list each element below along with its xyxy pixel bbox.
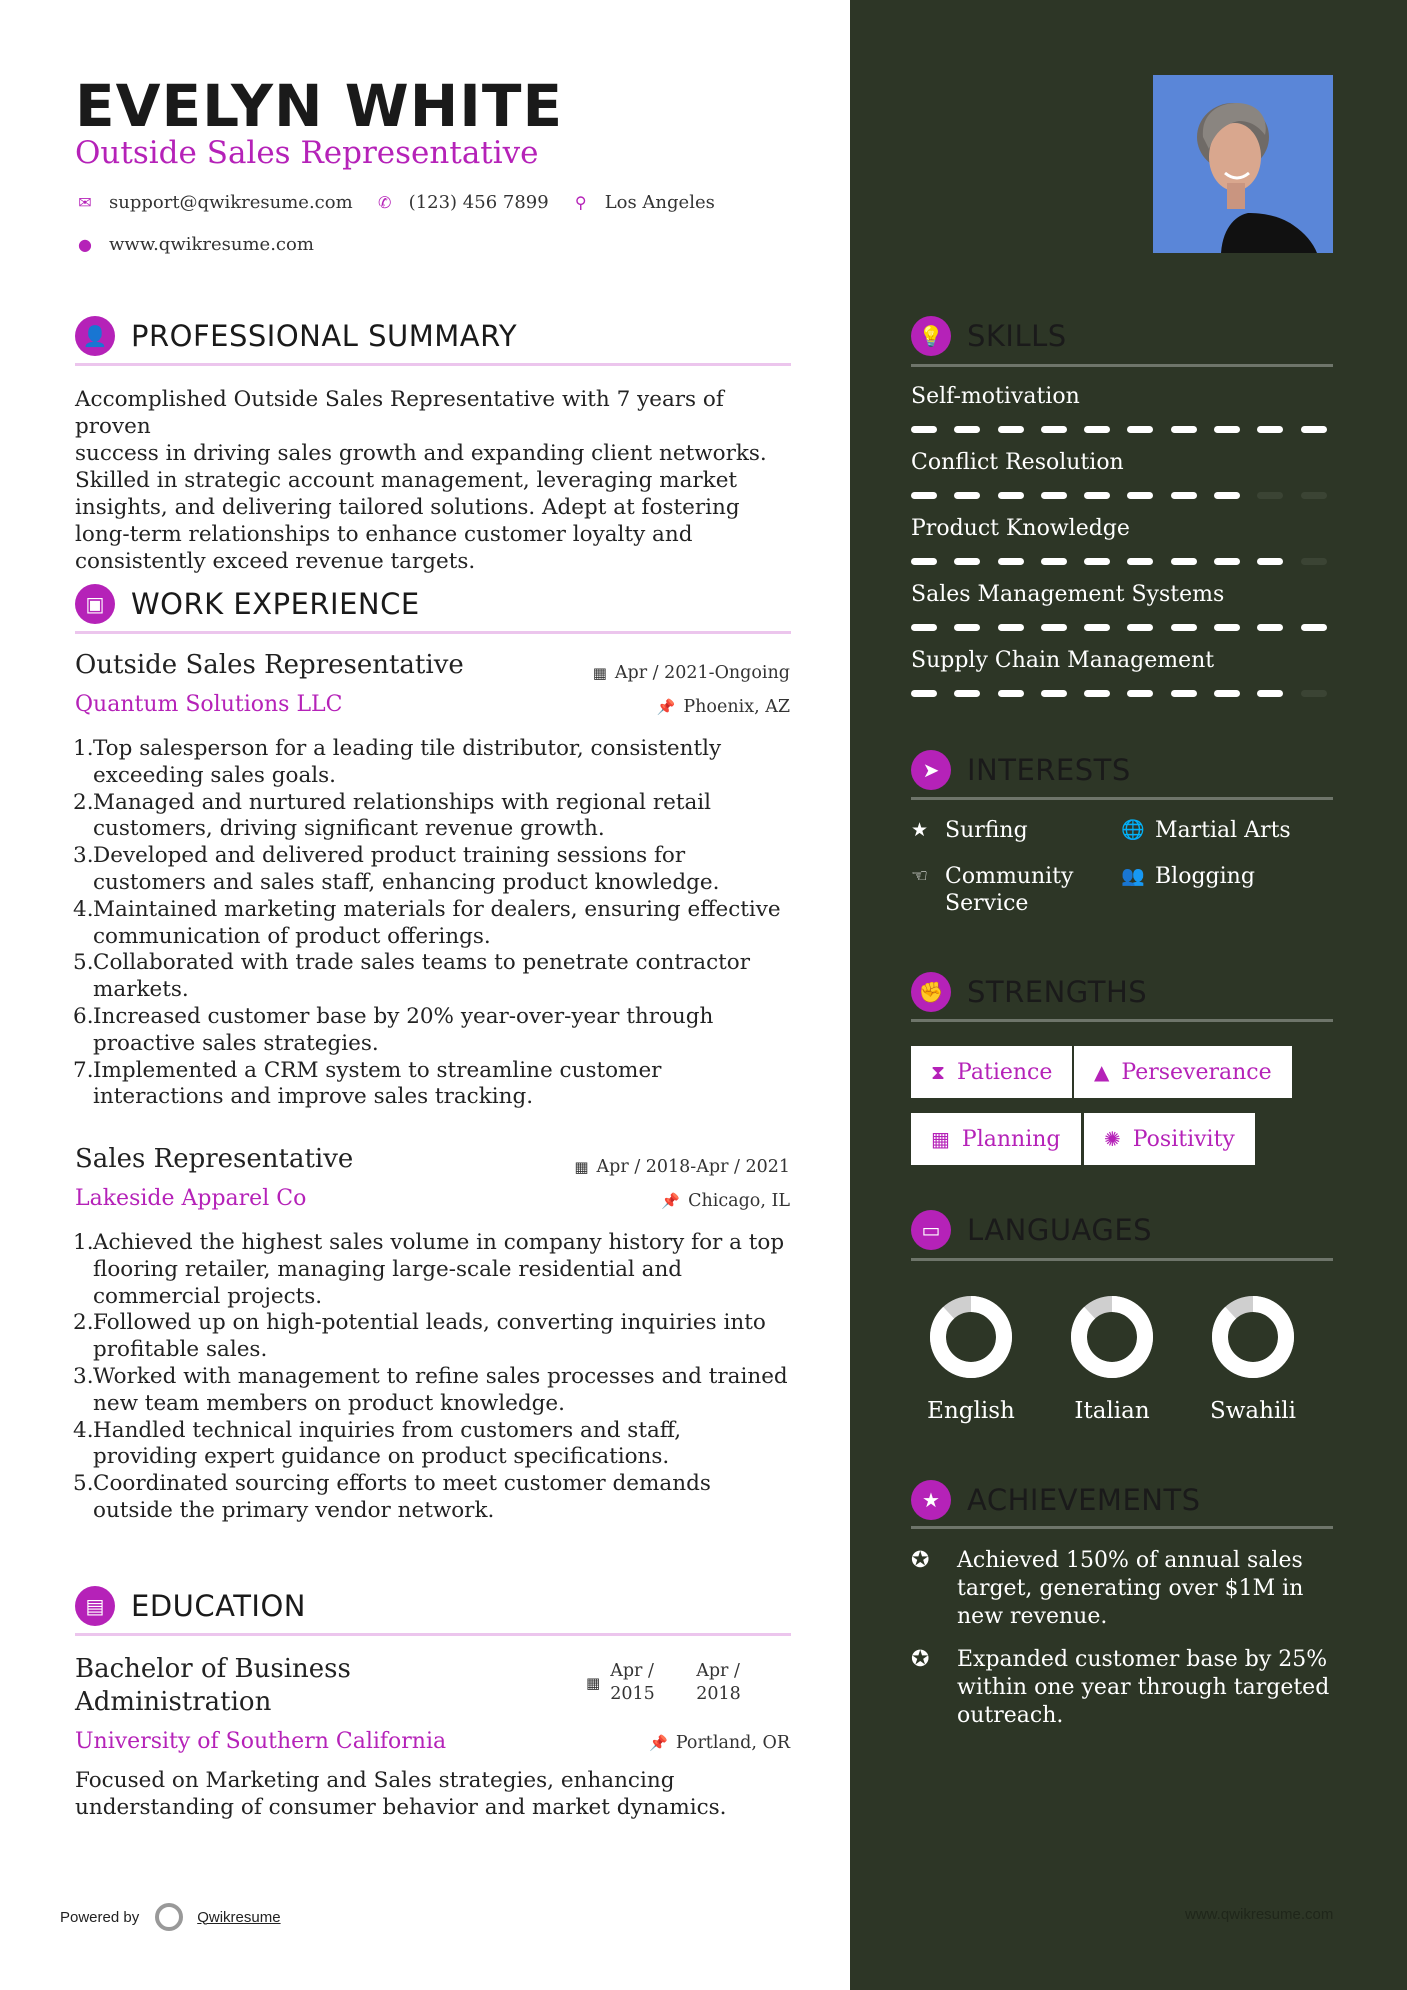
achievement-line: Achieved 150% of annual sales — [957, 1548, 1303, 1573]
star-badge-icon: ✪ — [911, 1647, 930, 1672]
job-location — [657, 697, 790, 717]
star-badge-icon: ✪ — [911, 1548, 930, 1573]
summary-line: success in driving sales growth and expanding client networks. — [75, 441, 767, 466]
summary-line: Accomplished Outside Sales Representative with 7 years of proven — [75, 387, 724, 439]
language-item — [911, 1294, 1031, 1424]
briefcase-icon: ▣ — [75, 584, 115, 624]
summary-rule — [75, 363, 791, 366]
education-heading: EDUCATION — [131, 1589, 307, 1623]
calendar-icon: ▦ — [586, 1674, 601, 1692]
bullet-line: flooring retailer, managing large-scale residential and — [93, 1256, 683, 1282]
job-dates-text: Apr / 2021-Ongoing — [614, 663, 790, 683]
skill-segment — [1171, 492, 1197, 499]
skill-segment — [998, 492, 1024, 499]
list-item — [93, 1364, 815, 1418]
skill-segment — [1127, 492, 1153, 499]
portrait-illustration — [1153, 75, 1333, 253]
list-item — [93, 843, 815, 897]
achievement-line: within one year through targeted — [957, 1675, 1330, 1700]
strength-label: Patience — [957, 1059, 1053, 1085]
education-description — [75, 1767, 815, 1821]
skill-segment — [1257, 558, 1283, 565]
bullet-line: customers, driving significant revenue growth. — [93, 816, 605, 842]
summary-line: insights, and delivering tailored solutions. Adept at fostering — [75, 495, 740, 520]
users-icon: 👥 — [1121, 865, 1145, 887]
star-icon: ★ — [911, 819, 929, 841]
summary-line: consistently exceed revenue targets. — [75, 549, 476, 574]
list-item — [93, 736, 815, 790]
interest-label: Surfing — [945, 818, 1028, 843]
summary-header — [75, 316, 517, 356]
job-dates — [574, 1157, 790, 1177]
skills-header — [911, 316, 1067, 356]
strengths-rule — [911, 1019, 1333, 1022]
job-location — [661, 1191, 790, 1211]
job-location-text: Chicago, IL — [688, 1191, 790, 1211]
education-start — [610, 1660, 696, 1706]
calendar-icon: ▦ — [574, 1158, 589, 1176]
skill-segment — [1301, 690, 1327, 697]
list-item — [93, 950, 815, 1004]
skill-segment — [1214, 492, 1240, 499]
languages-heading: LANGUAGES — [967, 1213, 1153, 1247]
skill-segment — [998, 624, 1024, 631]
language-item — [1193, 1294, 1313, 1424]
skill-name: Supply Chain Management — [911, 648, 1215, 673]
job-bullets — [75, 1230, 815, 1525]
globe-icon: 🌐 — [1121, 819, 1145, 841]
location-pin-icon: ⚲ — [574, 193, 587, 212]
calendar-icon: ▦ — [931, 1127, 950, 1151]
description-line: understanding of consumer behavior and market dynamics. — [75, 1795, 727, 1820]
languages-rule — [911, 1258, 1333, 1261]
bullet-line: Handled technical inquiries from customers and staff, — [93, 1417, 682, 1443]
achievement-line: outreach. — [957, 1703, 1064, 1728]
skill-bar — [911, 624, 1344, 631]
bullet-line: profitable sales. — [93, 1337, 268, 1363]
skill-segment — [1301, 624, 1327, 631]
job-location-text: Phoenix, AZ — [683, 697, 790, 717]
bullet-line: Worked with management to refine sales processes and trained — [93, 1363, 788, 1389]
skill-segment — [1127, 558, 1153, 565]
strength-label: Planning — [961, 1126, 1061, 1152]
translate-icon: ▭ — [911, 1210, 951, 1250]
fist-icon: ✊ — [911, 972, 951, 1012]
achievement-text — [957, 1547, 1303, 1631]
user-icon: 👤 — [75, 316, 115, 356]
list-item — [93, 1310, 815, 1364]
skill-segment — [1214, 690, 1240, 697]
interest-line: Community — [945, 864, 1074, 889]
date-part: Apr / — [610, 1661, 654, 1681]
language-item — [1052, 1294, 1172, 1424]
contact-email[interactable]: support@qwikresume.com — [109, 192, 353, 213]
skill-segment — [1171, 690, 1197, 697]
skill-name: Self-motivation — [911, 384, 1080, 409]
pin-icon: 📌 — [649, 1734, 668, 1752]
company-name: Lakeside Apparel Co — [75, 1186, 307, 1211]
job-dates-text: Apr / 2018-Apr / 2021 — [596, 1157, 790, 1177]
pin-icon: 📌 — [656, 698, 676, 716]
skill-segment — [911, 690, 937, 697]
interest-item — [911, 817, 1028, 844]
calendar-icon: ▦ — [592, 664, 607, 682]
skill-segment — [1214, 624, 1240, 631]
bullet-line: Implemented a CRM system to streamline customer — [93, 1057, 662, 1083]
powered-by — [60, 1903, 281, 1931]
skill-segment — [1041, 690, 1067, 697]
ring-fill — [938, 1304, 1004, 1370]
bullet-line: Managed and nurtured relationships with regional retail — [93, 789, 712, 815]
bullet-line: Developed and delivered product training sessions for — [93, 843, 686, 869]
candidate-title: Outside Sales Representative — [75, 135, 539, 171]
bullet-line: Maintained marketing materials for dealers, ensuring effective — [93, 896, 781, 922]
achievements-heading: ACHIEVEMENTS — [967, 1483, 1201, 1517]
sun-icon: ✺ — [1104, 1127, 1121, 1151]
experience-heading: WORK EXPERIENCE — [131, 587, 420, 621]
skill-name: Conflict Resolution — [911, 450, 1124, 475]
list-item — [93, 1004, 815, 1058]
skill-segment — [1214, 558, 1240, 565]
profile-photo — [1153, 75, 1333, 253]
skill-segment — [911, 624, 937, 631]
achievement-line: Expanded customer base by 25% — [957, 1647, 1328, 1672]
experience-header — [75, 584, 420, 624]
skill-segment — [954, 426, 980, 433]
strength-label: Perseverance — [1121, 1059, 1272, 1085]
degree-title — [75, 1653, 351, 1719]
skill-segment — [1257, 426, 1283, 433]
interest-label: Martial Arts — [1155, 818, 1291, 843]
bullet-line: customers and sales staff, enhancing product knowledge. — [93, 869, 720, 895]
achievements-rule — [911, 1526, 1333, 1529]
interest-label: Blogging — [1155, 864, 1255, 889]
skill-segment — [998, 690, 1024, 697]
date-part: 2015 — [610, 1684, 655, 1704]
language-ring — [1069, 1294, 1155, 1380]
summary-line: long-term relationships to enhance customer loyalty and — [75, 522, 693, 547]
skill-segment — [1257, 690, 1283, 697]
skill-segment — [1171, 624, 1197, 631]
globe-icon: ● — [78, 235, 92, 254]
skill-segment — [1171, 558, 1197, 565]
bullet-line: Increased customer base by 20% year-over-year through — [93, 1003, 714, 1029]
website-row — [75, 234, 336, 255]
contact-row — [75, 192, 737, 213]
education-dates — [586, 1660, 741, 1706]
interests-rule — [911, 797, 1333, 800]
education-location-text: Portland, OR — [675, 1733, 790, 1753]
date-part: Apr / — [696, 1661, 740, 1681]
achievement-text — [957, 1646, 1329, 1730]
achievement-item — [911, 1547, 1341, 1631]
list-item — [93, 1058, 815, 1112]
language-label: Italian — [1074, 1398, 1150, 1424]
degree-line: Bachelor of Business — [75, 1654, 351, 1684]
bullet-line: interactions and improve sales tracking. — [93, 1084, 534, 1110]
languages-header — [911, 1210, 1152, 1250]
envelope-icon: ✉ — [78, 193, 92, 212]
achievement-line: target, generating over $1M in — [957, 1576, 1304, 1601]
education-end — [696, 1660, 741, 1706]
interest-item — [1121, 863, 1255, 890]
language-ring — [1210, 1294, 1296, 1380]
bullet-line: providing expert guidance on product specifications. — [93, 1444, 670, 1470]
skill-segment — [1257, 492, 1283, 499]
bullet-line: commercial projects. — [93, 1283, 323, 1309]
list-item — [93, 1230, 815, 1310]
achievement-item — [911, 1646, 1341, 1730]
skill-name: Product Knowledge — [911, 516, 1130, 541]
bullet-line: Followed up on high-potential leads, converting inquiries into — [93, 1310, 766, 1336]
job-title: Outside Sales Representative — [75, 650, 464, 680]
skill-segment — [954, 690, 980, 697]
bullet-line: new team members on product knowledge. — [93, 1390, 565, 1416]
ring-fill — [1079, 1304, 1145, 1370]
date-part: 2018 — [696, 1684, 741, 1704]
skill-segment — [1041, 558, 1067, 565]
contact-website[interactable]: www.qwikresume.com — [109, 234, 314, 255]
education-header — [75, 1586, 306, 1626]
skill-segment — [1084, 624, 1110, 631]
education-rule — [75, 1633, 791, 1636]
strengths-header — [911, 972, 1147, 1012]
interest-label — [945, 863, 1073, 917]
footer-site: www.qwikresume.com — [1185, 1906, 1334, 1923]
language-label: English — [927, 1398, 1015, 1424]
bullet-line: outside the primary vendor network. — [93, 1497, 495, 1523]
bullet-line: proactive sales strategies. — [93, 1030, 379, 1056]
interests-heading: INTERESTS — [967, 753, 1131, 787]
skill-segment — [1084, 426, 1110, 433]
qwikresume-logo — [155, 1903, 183, 1931]
skill-segment — [911, 426, 937, 433]
skill-bar — [911, 492, 1344, 499]
strength-badge — [1074, 1046, 1292, 1098]
experience-rule — [75, 631, 791, 634]
achievement-line: new revenue. — [957, 1604, 1108, 1629]
summary-text — [75, 386, 805, 575]
bullet-line: Collaborated with trade sales teams to penetrate contractor — [93, 950, 751, 976]
trophy-icon: ★ — [911, 1480, 951, 1520]
skill-bar — [911, 690, 1344, 697]
skill-bar — [911, 558, 1344, 565]
skill-segment — [998, 558, 1024, 565]
bullet-line: Top salesperson for a leading tile distributor, consistently — [93, 736, 722, 761]
bullet-line: exceeding sales goals. — [93, 762, 337, 788]
skill-segment — [1084, 690, 1110, 697]
skill-segment — [911, 558, 937, 565]
interest-item — [911, 863, 1073, 917]
bullet-line: Coordinated sourcing efforts to meet customer demands — [93, 1471, 711, 1497]
summary-heading: PROFESSIONAL SUMMARY — [131, 319, 518, 353]
list-item — [93, 897, 815, 951]
bullet-line: markets. — [93, 977, 189, 1003]
achievements-header — [911, 1480, 1201, 1520]
skill-segment — [1084, 492, 1110, 499]
powered-by-text: Powered by — [60, 1908, 140, 1926]
skill-segment — [954, 624, 980, 631]
language-ring — [928, 1294, 1014, 1380]
job-dates — [593, 663, 790, 683]
skill-segment — [1041, 624, 1067, 631]
skill-segment — [1041, 426, 1067, 433]
education-location — [649, 1733, 790, 1753]
skill-segment — [1041, 492, 1067, 499]
contact-phone: (123) 456 7899 — [408, 192, 549, 213]
paper-plane-icon: ➤ — [911, 750, 951, 790]
job-bullets — [75, 736, 815, 1111]
strength-badge — [911, 1046, 1072, 1098]
hourglass-icon: ⧗ — [931, 1060, 946, 1084]
description-line: Focused on Marketing and Sales strategies, enhancing — [75, 1768, 675, 1793]
list-item — [93, 1418, 815, 1472]
skill-segment — [1084, 558, 1110, 565]
list-item — [93, 790, 815, 844]
strengths-heading: STRENGTHS — [967, 975, 1148, 1009]
phone-icon: ✆ — [377, 193, 392, 212]
lightbulb-icon: 💡 — [911, 316, 951, 356]
list-item — [93, 1471, 815, 1525]
skill-segment — [1301, 492, 1327, 499]
summary-line: Skilled in strategic account management, leveraging market — [75, 468, 738, 493]
pin-icon: 📌 — [661, 1192, 681, 1210]
skill-segment — [954, 492, 980, 499]
skill-segment — [1171, 426, 1197, 433]
ring-fill — [1220, 1304, 1286, 1370]
contact-location: Los Angeles — [604, 192, 715, 213]
skill-segment — [911, 492, 937, 499]
interests-header — [911, 750, 1131, 790]
skill-segment — [1127, 624, 1153, 631]
candidate-name: EVELYN WHITE — [75, 72, 564, 140]
skills-heading: SKILLS — [967, 319, 1067, 353]
interest-item — [1121, 817, 1291, 844]
strength-badge — [1084, 1113, 1255, 1165]
skill-segment — [1127, 426, 1153, 433]
skills-rule — [911, 364, 1333, 367]
degree-line: Administration — [75, 1687, 272, 1717]
company-name: Quantum Solutions LLC — [75, 692, 343, 717]
interest-line: Service — [945, 891, 1029, 916]
skill-segment — [998, 426, 1024, 433]
graduation-cap-icon: ▤ — [75, 1586, 115, 1626]
hand-icon: ☜ — [911, 865, 929, 887]
brand-link[interactable]: Qwikresume — [197, 1908, 281, 1926]
skill-segment — [1127, 690, 1153, 697]
skill-bar — [911, 426, 1344, 433]
skill-segment — [1301, 558, 1327, 565]
strength-label: Positivity — [1132, 1126, 1235, 1152]
job-title: Sales Representative — [75, 1144, 354, 1174]
strength-badge — [911, 1113, 1081, 1165]
skill-segment — [1214, 426, 1240, 433]
school-name: University of Southern California — [75, 1729, 447, 1754]
language-label: Swahili — [1209, 1398, 1297, 1424]
road-icon: ▲ — [1094, 1060, 1110, 1084]
skill-segment — [954, 558, 980, 565]
bullet-line: communication of product offerings. — [93, 923, 491, 949]
skill-segment — [1301, 426, 1327, 433]
bullet-line: Achieved the highest sales volume in company history for a top — [93, 1230, 785, 1255]
skill-segment — [1257, 624, 1283, 631]
skill-name: Sales Management Systems — [911, 582, 1225, 607]
